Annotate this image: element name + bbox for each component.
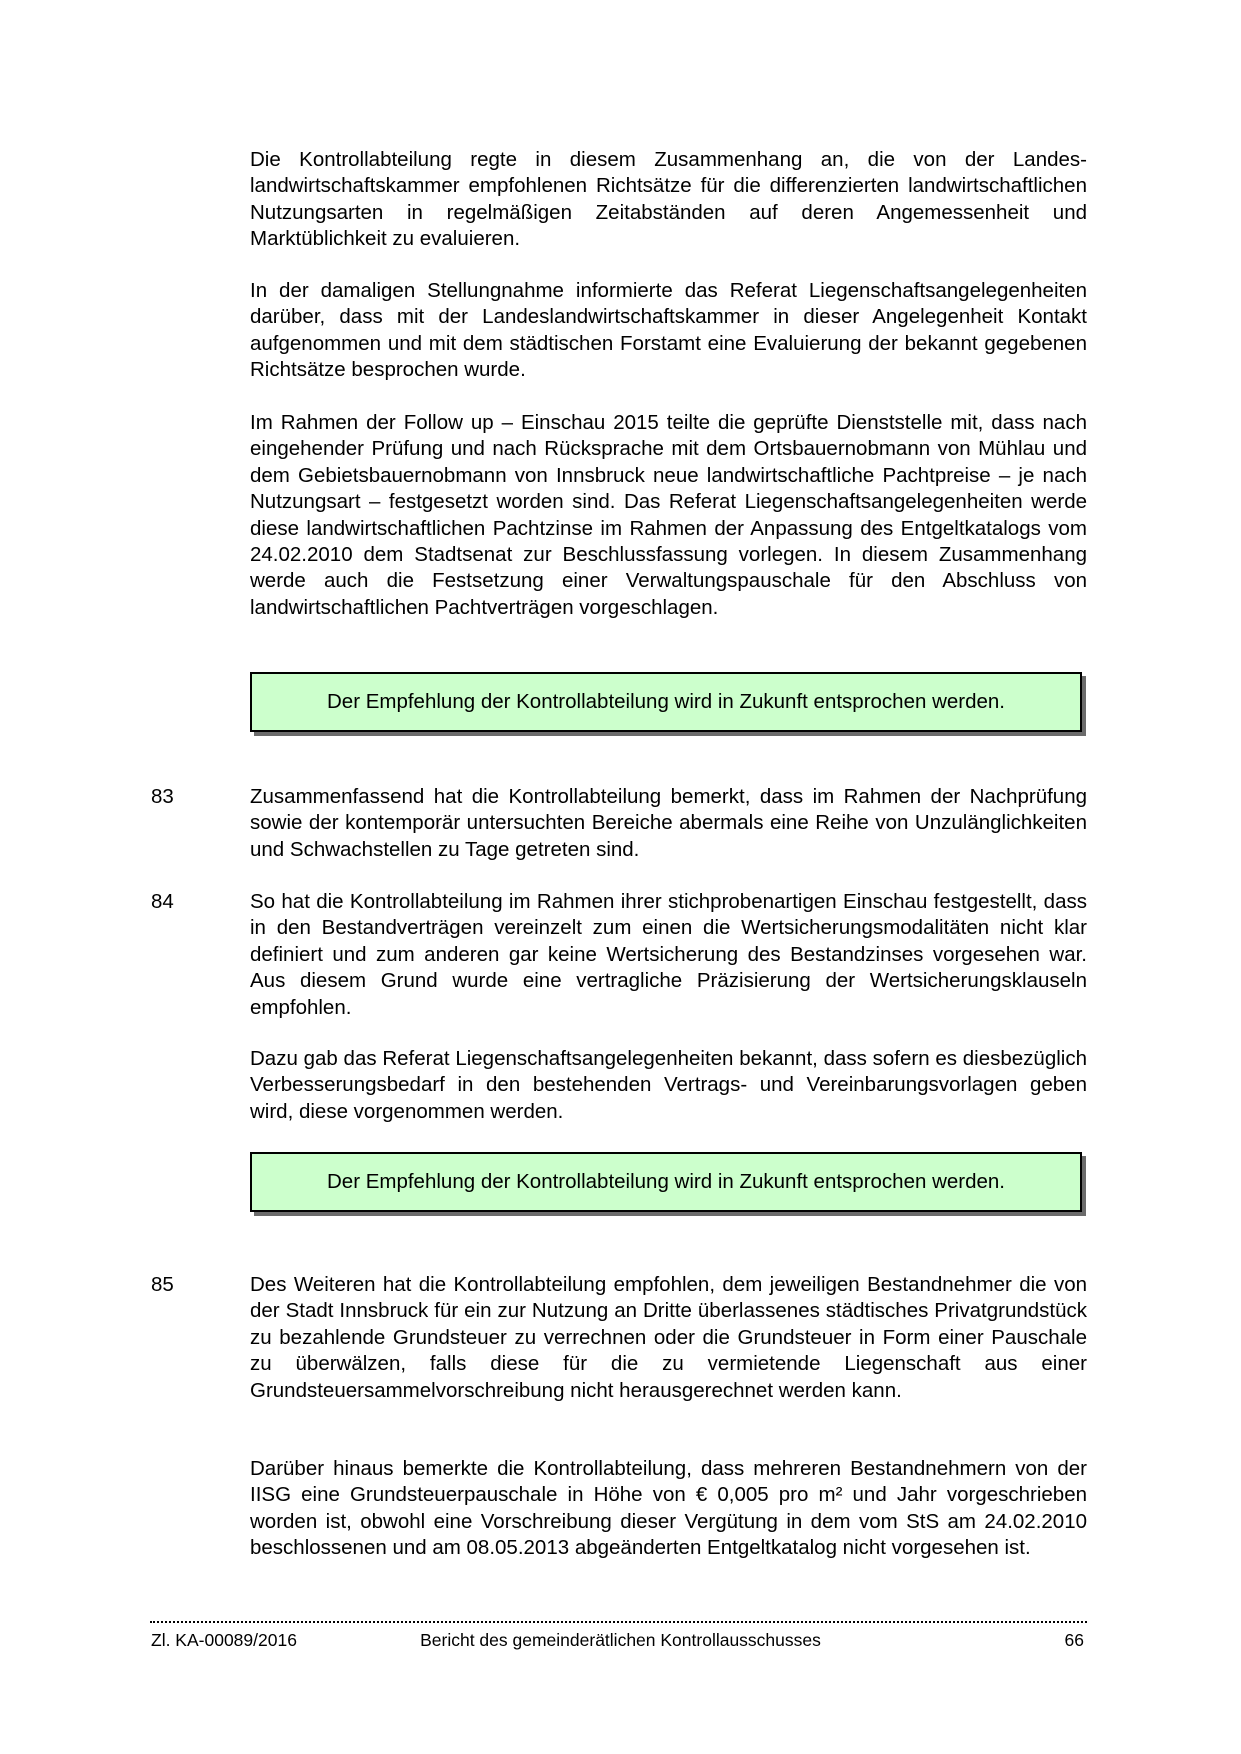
section-number: 83 [151, 785, 174, 808]
paragraph: Darüber hinaus bemerkte die Kontrollabteilung, dass mehreren Bestandnehmern von der IISG eine Grundsteuerpauschale in Höhe von € 0,005 pro m² und Jahr vorgeschrieben worden ist, obwohl eine Vorschreibung dieser Vergütung in dem vom StS am 24.02.2010 beschlossenen und am 08.05.2013 abgeänderten Entgeltkatalog nicht vorgesehen ist. [250, 1457, 1087, 1560]
paragraph: Die Kontrollabteilung regte in diesem Zusammenhang an, die von der Landeslandwirtschaftskammer empfohlenen Richtsätze für die differenzierten landwirtschaftlichen Nutzungsarten in regelmäßigen Zeitabständen auf deren Angemessenheit und Marktüblichkeit zu evaluieren. [250, 148, 1087, 251]
footer-divider [150, 1621, 1087, 1623]
recommendation-box [250, 1152, 1082, 1212]
paragraph: So hat die Kontrollabteilung im Rahmen ihrer stichprobenartigen Einschau festgestellt, dass in den Bestandverträgen vereinzelt zum einen die Wertsicherungsmodalitäten nicht klar definiert und zum anderen gar keine Wertsicherung des Bestandzinses vorgesehen war. Aus diesem Grund wurde eine vertragliche Präzisierung der Wertsicherungsklauseln empfohlen. [250, 890, 1087, 1019]
footer-title: Bericht des gemeinderätlichen Kontrollausschusses [420, 1630, 821, 1650]
recommendation-text: Der Empfehlung der Kontrollabteilung wird in Zukunft entsprochen werden. [326, 690, 1006, 713]
recommendation-text: Der Empfehlung der Kontrollabteilung wird in Zukunft entsprochen werden. [326, 1170, 1006, 1193]
section-number: 85 [151, 1273, 174, 1296]
paragraph: Dazu gab das Referat Liegenschaftsangelegenheiten bekannt, dass sofern es diesbezüglich Verbesserungsbedarf in den bestehenden Vertrags- und Vereinbarungsvorlagen geben wird, diese vorgenommen werden. [250, 1047, 1087, 1123]
section-number: 84 [151, 890, 174, 913]
paragraph: Zusammenfassend hat die Kontrollabteilung bemerkt, dass im Rahmen der Nachprüfung sowie der kontemporär untersuchten Bereiche abermals eine Reihe von Unzulänglichkeiten und Schwachstellen zu Tage getreten sind. [250, 785, 1087, 861]
footer-reference: Zl. KA-00089/2016 [151, 1630, 297, 1650]
recommendation-box [250, 672, 1082, 732]
paragraph: In der damaligen Stellungnahme informierte das Referat Liegenschaftsangelegenheiten darüber, dass mit der Landeslandwirtschaftskammer in dieser Angelegenheit Kontakt aufgenommen und mit dem städtischen Forstamt eine Evaluierung der bekannt gegebenen Richtsätze besprochen wurde. [250, 279, 1087, 382]
paragraph: Im Rahmen der Follow up – Einschau 2015 teilte die geprüfte Dienststelle mit, dass nach eingehender Prüfung und nach Rücksprache mit dem Ortsbauernobmann von Mühlau und dem Gebietsbauernobmann von Innsbruck neue landwirtschaftliche Pachtpreise – je nach Nutzungsart – festgesetzt worden sind. Das Referat Liegenschaftsangelegenheiten werde diese landwirtschaftlichen Pachtzinse im Rahmen der Anpassung des Entgeltkatalogs vom 24.02.2010 dem Stadtsenat zur Beschlussfassung vorlegen. In diesem Zusammenhang werde auch die Festsetzung einer Verwaltungspauschale für den Abschluss von landwirtschaftlichen Pachtverträgen vorgeschlagen. [250, 411, 1087, 619]
paragraph: Des Weiteren hat die Kontrollabteilung empfohlen, dem jeweiligen Bestandnehmer die von der Stadt Innsbruck für ein zur Nutzung an Dritte überlassenes städtisches Privatgrundstück zu bezahlende Grundsteuer zu verrechnen oder die Grundsteuer in Form einer Pauschale zu überwälzen, falls diese für die zu vermietende Liegenschaft aus einer Grundsteuersammelvorschreibung nicht herausgerechnet werden kann. [250, 1273, 1087, 1402]
page-number: 66 [1064, 1630, 1084, 1650]
